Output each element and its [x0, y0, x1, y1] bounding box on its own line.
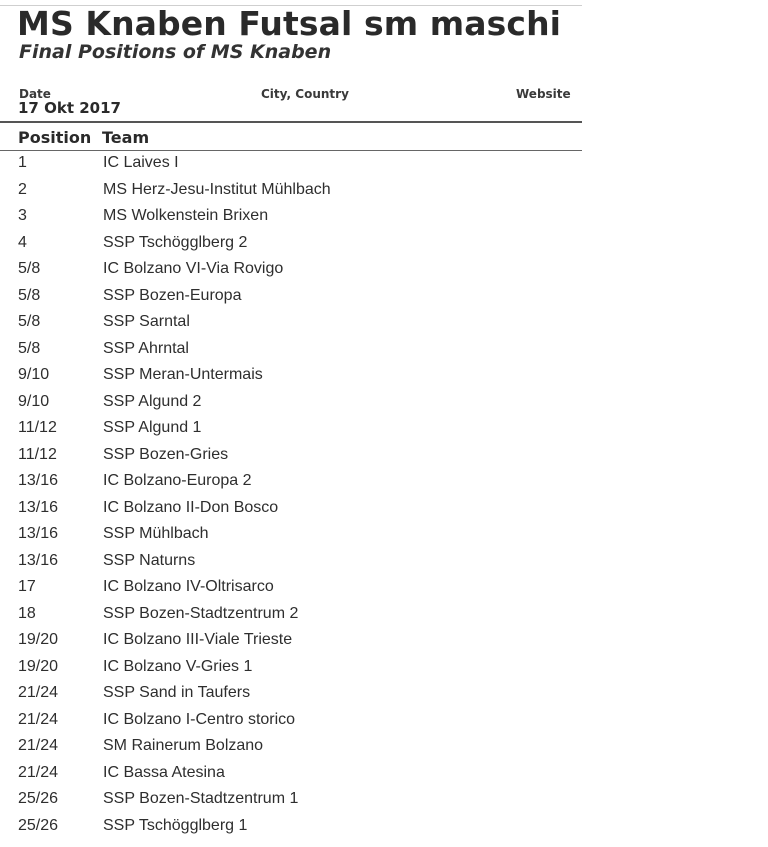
team-cell: IC Bolzano VI-Via Rovigo	[103, 260, 284, 277]
date-label: Date	[19, 87, 51, 101]
team-cell: SSP Sand in Taufers	[103, 684, 251, 701]
position-cell: 2	[18, 180, 27, 198]
position-cell: 17	[18, 578, 36, 595]
table-row	[0, 362, 582, 389]
table-row	[0, 548, 582, 575]
team-cell: SSP Tschögglberg 1	[103, 816, 248, 834]
column-header-team: Team	[102, 128, 150, 147]
position-cell: 9/10	[18, 366, 50, 383]
table-row	[0, 521, 582, 548]
team-cell: SSP Bozen-Stadtzentrum 1	[103, 790, 299, 807]
team-cell: IC Bolzano II-Don Bosco	[103, 498, 279, 516]
team-cell: IC Bolzano-Europa 2	[103, 472, 252, 489]
page-subtitle: Final Positions of MS Knaben	[19, 41, 332, 63]
header-top-rule	[0, 121, 582, 123]
table-row	[0, 733, 582, 760]
website-label: Website	[516, 87, 571, 101]
team-cell: SSP Naturns	[103, 551, 196, 569]
position-cell: 21/24	[18, 737, 59, 754]
team-cell: IC Bassa Atesina	[103, 763, 225, 781]
table-row	[0, 786, 582, 813]
position-cell: 19/20	[18, 631, 59, 648]
team-cell: SSP Algund 2	[103, 392, 202, 410]
position-cell: 21/24	[18, 684, 59, 701]
table-row	[0, 389, 582, 416]
table-row	[0, 707, 582, 734]
team-cell: SM Rainerum Bolzano	[103, 737, 264, 754]
table-row	[0, 256, 582, 283]
team-cell: SSP Meran-Untermais	[103, 366, 263, 383]
team-cell: SSP Mühlbach	[103, 525, 209, 542]
page-title: MS Knaben Futsal sm maschi	[17, 4, 562, 43]
team-cell: IC Laives I	[103, 154, 179, 171]
position-cell: 9/10	[18, 392, 50, 410]
table-row	[0, 601, 582, 628]
team-cell: SSP Sarntal	[103, 313, 190, 330]
table-row	[0, 283, 582, 310]
team-cell: MS Herz-Jesu-Institut Mühlbach	[103, 180, 331, 198]
position-cell: 11/12	[18, 445, 57, 463]
standings-table	[0, 150, 582, 839]
position-cell: 11/12	[18, 419, 57, 436]
position-cell: 21/24	[18, 763, 59, 781]
team-cell: SSP Bozen-Gries	[103, 445, 229, 463]
position-cell: 5/8	[18, 339, 41, 357]
table-row	[0, 495, 582, 522]
team-cell: IC Bolzano I-Centro storico	[103, 710, 296, 728]
table-row	[0, 574, 582, 601]
table-row	[0, 760, 582, 787]
position-cell: 1	[18, 154, 27, 171]
position-cell: 5/8	[18, 260, 41, 277]
position-cell: 5/8	[18, 286, 41, 304]
position-cell: 19/20	[18, 657, 59, 675]
table-row	[0, 654, 582, 681]
table-header	[0, 127, 582, 149]
team-cell: IC Bolzano V-Gries 1	[103, 657, 253, 675]
position-cell: 13/16	[18, 551, 59, 569]
table-row	[0, 150, 582, 177]
table-row	[0, 442, 582, 469]
table-row	[0, 680, 582, 707]
position-cell: 13/16	[18, 525, 59, 542]
position-cell: 21/24	[18, 710, 59, 728]
table-row	[0, 415, 582, 442]
position-cell: 4	[18, 233, 27, 251]
table-row	[0, 813, 582, 840]
position-cell: 13/16	[18, 498, 59, 516]
position-cell: 13/16	[18, 472, 59, 489]
team-cell: SSP Ahrntal	[103, 339, 189, 357]
team-cell: MS Wolkenstein Brixen	[103, 207, 269, 224]
team-cell: IC Bolzano IV-Oltrisarco	[103, 578, 274, 595]
position-cell: 3	[18, 207, 27, 224]
position-cell: 25/26	[18, 816, 59, 834]
table-row	[0, 203, 582, 230]
team-cell: SSP Bozen-Stadtzentrum 2	[103, 604, 299, 622]
position-cell: 25/26	[18, 790, 59, 807]
table-row	[0, 336, 582, 363]
team-cell: SSP Algund 1	[103, 419, 202, 436]
date-value: 17 Okt 2017	[18, 99, 121, 117]
team-cell: SSP Bozen-Europa	[103, 286, 242, 304]
city-country-label: City, Country	[261, 87, 349, 101]
table-row	[0, 230, 582, 257]
team-cell: IC Bolzano III-Viale Trieste	[103, 631, 293, 648]
column-header-position: Position	[18, 128, 92, 147]
table-row	[0, 468, 582, 495]
team-cell: SSP Tschögglberg 2	[103, 233, 248, 251]
position-cell: 5/8	[18, 313, 41, 330]
table-row	[0, 309, 582, 336]
table-row	[0, 177, 582, 204]
position-cell: 18	[18, 604, 36, 622]
table-row	[0, 627, 582, 654]
